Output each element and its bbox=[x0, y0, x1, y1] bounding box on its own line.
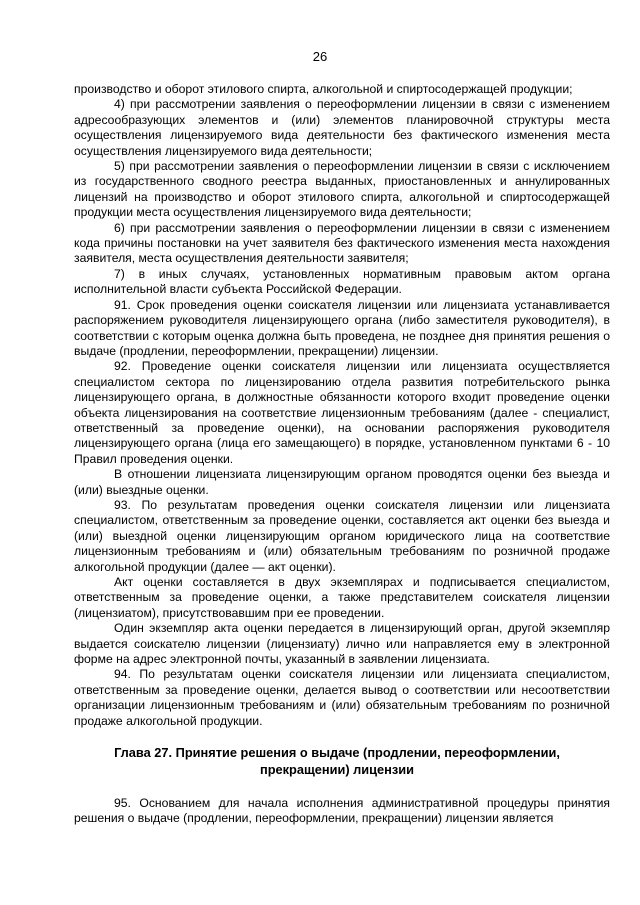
paragraph: производство и оборот этилового спирта, алкогольной и спиртосодержащей продукции; bbox=[74, 82, 573, 96]
paragraph: 4) при рассмотрении заявления о переоформлении лицензии в связи с изменением адресообразующих элементов и (или) элементов планировочной структуры места осуществления лицензируемого вида деятельности без фактического изменения места осуществления лицензируемого вида деятельности; bbox=[74, 97, 610, 158]
paragraph: 93. По результатам проведения оценки соискателя лицензии или лицензиата специалистом, ответственным за проведение оценки, составляется акт оценки без выезда и (или) выездной оценки лицензирующим органом юридического лица на соответствие лицензионным требованиям и (или) обязательным требованиям по розничной продаже алкогольной продукции (далее — акт оценки). bbox=[74, 497, 610, 574]
paragraph: 94. По результатам оценки соискателя лицензии или лицензиата специалистом, ответственным за проведение оценки, делается вывод о соответствии или несоответствии организации лицензионным требованиям и (или) обязательным требованиям по розничной продаже алкогольной продукции. bbox=[74, 667, 610, 728]
paragraph: Акт оценки составляется в двух экземплярах и подписывается специалистом, ответственным за проведение оценки, а также представителем соискателя лицензии (лицензиатом), присутствовавшим при ее проведении. bbox=[74, 575, 610, 620]
paragraph: 92. Проведение оценки соискателя лицензии или лицензиата осуществляется специалистом сектора по лицензированию отдела развития потребительского рынка лицензирующего органа, в должностные обязанности которого входит проведение оценки объекта лицензирования на соответствие лицензионным требованиям (далее - специалист, ответственный за проведение оценки), на основании распоряжения руководителя лицензирующего органа (лица его замещающего) в порядке, установленном пунктами 6 - 10 Правил проведения оценки. bbox=[74, 359, 610, 466]
paragraph: В отношении лицензиата лицензирующим органом проводятся оценки без выезда и (или) выездные оценки. bbox=[74, 467, 610, 497]
page-number: 26 bbox=[312, 49, 328, 64]
chapter-heading: Глава 27. Принятие решения о выдаче (продлении, переоформлении, прекращении) лицензии bbox=[114, 745, 560, 777]
paragraph: 7) в иных случаях, установленных нормативным правовым актом органа исполнительной власти субъекта Российской Федерации. bbox=[74, 266, 610, 297]
paragraph: 5) при рассмотрении заявления о переоформлении лицензии в связи с исключением из государственного сводного реестра выданных, приостановленных и аннулированных лицензий на производство и оборот этилового спирта, алкогольной и спиртосодержащей продукции места осуществления лицензируемого вида деятельности; bbox=[74, 159, 610, 220]
paragraph: Один экземпляр акта оценки передается в лицензирующий орган, другой экземпляр выдается соискателю лицензии (лицензиату) лично или направляется ему в электронной форме на адрес электронной почты, указанный в заявлении лицензиата. bbox=[74, 621, 610, 667]
paragraph: 91. Срок проведения оценки соискателя лицензии или лицензиата устанавливается распоряжением руководителя лицензирующего органа (либо заместителя руководителя), в соответствии с которым оценка должна быть проведена, не позднее дня принятия решения о выдаче (продлении, переоформлении, прекращении) лицензии. bbox=[74, 297, 610, 358]
body-text bbox=[74, 82, 610, 827]
paragraph: 95. Основанием для начала исполнения административной процедуры принятия решения о выдаче (продлении, переоформлении, прекращении) лицензии является bbox=[74, 796, 610, 826]
paragraph: 6) при рассмотрении заявления о переоформлении лицензии в связи с изменением кода причины постановки на учет заявителя без фактического изменения места нахождения заявителя, места осуществления деятельности заявителя; bbox=[74, 220, 610, 266]
